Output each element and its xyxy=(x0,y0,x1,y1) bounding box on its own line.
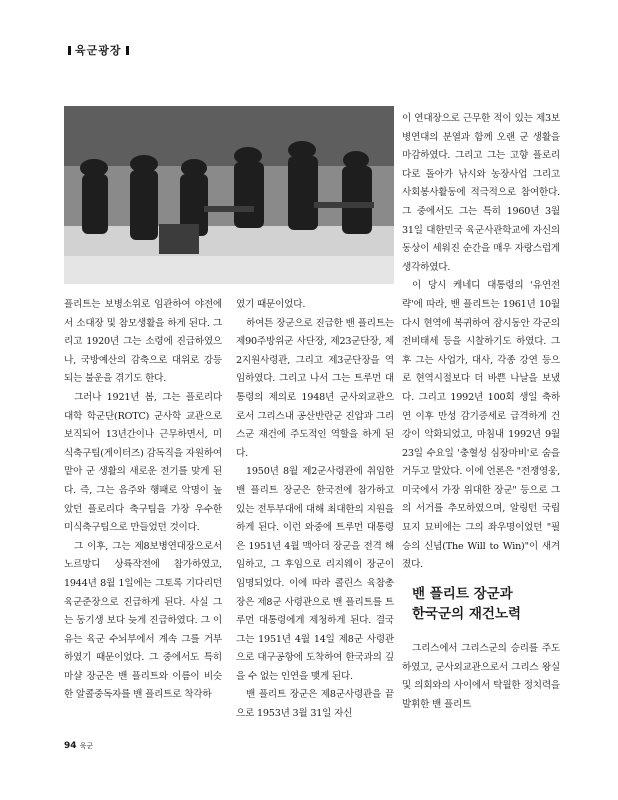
article-photo xyxy=(64,106,394,284)
paragraph: 밴 플리트 장군은 제8군사령관을 끝으로 1953년 3월 31일 자신 xyxy=(236,689,394,720)
paragraph: 1950년 8월 제2군사령관에 취임한 밴 플리트 장군은 한국전에 참가하고 있는 전투부대에 대해 최대한의 지원을 하게 된다. 이런 와중에 트루먼 대통령은 1951년 4월 맥아더 장군을 전격 해임하고, 그 후임으로 리지웨이 장군이 임명되었다. 이에 따라 콜린스 육참총장은 제8군 사령관으로 밴 플리트를 트루먼 대통령에게 제청하게 된다. 결국 그는 1951년 4월 14일 제8군 사령관으로 대구공항에 도착하여 한국과의 깊을 수 없는 인연을 맺게 된다. xyxy=(236,466,394,682)
text-column-2 xyxy=(236,296,394,724)
paragraph: 였기 때문이었다. xyxy=(236,299,306,310)
section-header xyxy=(64,42,133,58)
section-title-line2: 한국군의 재건노력 xyxy=(412,606,522,622)
section-title xyxy=(412,584,562,624)
text-column-3 xyxy=(402,110,560,575)
photo-soldiers-illustration xyxy=(64,106,394,284)
footer-label: 육군 xyxy=(79,742,94,750)
paragraph: 그리스에서 그리스군의 승리를 주도하였고, 군사외교관으로서 그리스 왕실 및 의회와의 사이에서 탁월한 정치력을 발휘한 밴 플리트 xyxy=(402,643,560,710)
paragraph: 그러나 1921년 봄, 그는 플로리다 대학 학군단(ROTC) 군사학 교관으로 보직되어 13년간이나 근무하면서, 미식축구팀(게이터즈) 감독직을 자원하여 맡아 군 생활의 새로운 전기를 맞게 된다. 즉, 그는 음주와 행패로 악명이 높았던 플로리다 축구팀을 가장 우수한 미식축구팀으로 만들었던 것이다. xyxy=(64,391,222,534)
paragraph: 이 당시 케네디 대통령의 '유연전략'에 따라, 밴 플리트는 1961년 10월 다시 현역에 복귀하여 잠시동안 각군의 전비태세 등을 시찰하기도 하였다. 그 후 그는 사업가, 대사, 각종 강연 등으로 현역시절보다 더 바쁜 나날을 보냈다. 그리고 1992년 100회 생일 축하연 이후 만성 감기증세로 급격하게 건강이 악화되었고, 마침내 1992년 9월 23일 수요일 '충혈성 심장마비'로 숨을 거두고 말았다. 이에 언론은 "전쟁영웅, 미국에서 가장 위대한 장군" 등으로 그의 서거를 추모하였으며, 알링턴 국립묘지 묘비에는 그의 좌우명이었던 "필승의 신념(The Will to Win)"이 새겨졌다. xyxy=(402,280,560,571)
header-bar-right xyxy=(126,46,129,55)
paragraph: 그 이후, 그는 제8보병연대장으로서 노르망디 상륙작전에 참가하였고, 1944년 8월 1일에는 그토록 기다리던 육군준장으로 진급하게 된다. 사실 그는 동기생 보다 늦게 진급하였다. 그 이유는 육군 수뇌부에서 계속 그를 거부하였기 때문이었다. 그 중에서도 특히 마샬 장군은 밴 플리트와 이름이 비슷한 알콜중독자를 밴 플리트로 착각하 xyxy=(64,540,222,701)
page-footer xyxy=(64,741,93,751)
section-title-line1: 밴 플리트 장군과 xyxy=(412,586,513,602)
text-column-3-lower xyxy=(402,640,560,714)
paragraph: 이 연대장으로 근무한 적이 있는 제3보병연대의 분열과 함께 오랜 군 생활을 마감하였다. 그리고 그는 고향 플로리다로 돌아가 낚시와 농장사업 그리고 사회봉사활동에 적극적으로 참여한다. 그 중에서도 그는 특히 1960년 3월 31일 대한민국 육군사관학교에 자신의 동상이 세워진 순간을 매우 자랑스럽게 생각하였다. xyxy=(402,113,560,273)
header-bar-left xyxy=(68,46,71,55)
header-title: 육군광장 xyxy=(75,44,122,57)
page-number: 94 xyxy=(64,741,77,751)
text-column-1 xyxy=(64,296,222,705)
paragraph: 하여튼 장군으로 진급한 밴 플리트는 제90주방위군 사단장, 제23군단장, 제2지원사령관, 그리고 제3군단장을 역임하였다. 그리고 나서 그는 트루먼 대통령의 제의로 1948년 군사외교관으로서 그리스내 공산반란군 진압과 그리스군 재건에 주도적인 역할을 하게 된다. xyxy=(236,317,394,459)
paragraph: 플리트는 보병소위로 임관하여 야전에서 소대장 및 참모생활을 하게 된다. 그리고 1920년 그는 소령에 진급하였으나, 국방예산의 감축으로 대위로 강등되는 불운을 겪기도 한다. xyxy=(64,299,222,385)
